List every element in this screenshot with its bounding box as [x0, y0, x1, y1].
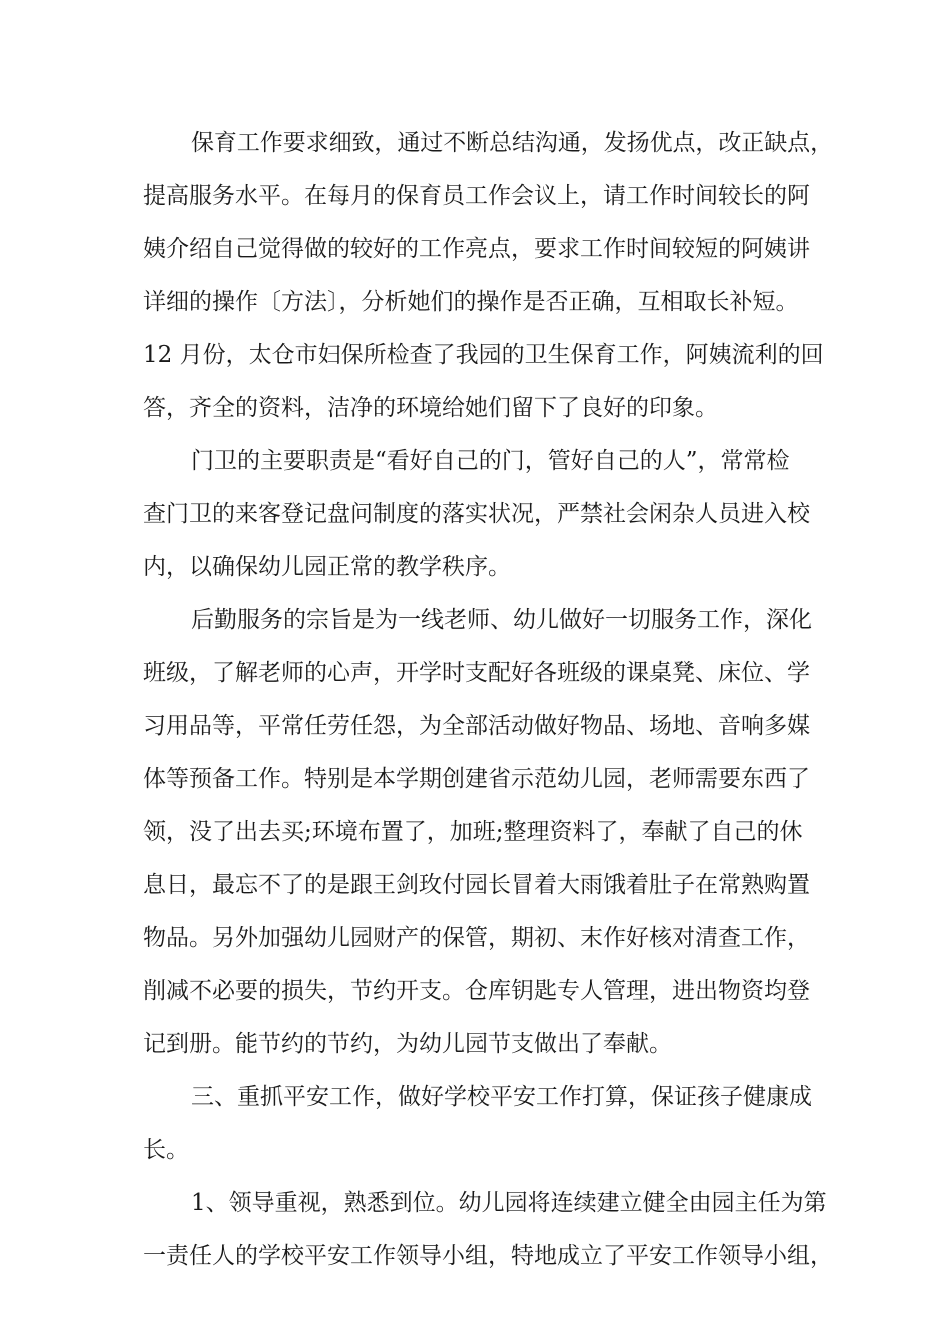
paragraph-line: 保育工作要求细致，通过不断总结沟通，发扬优点，改正缺点，	[191, 130, 834, 156]
section-heading-line: 长。	[143, 1137, 189, 1163]
paragraph-line: 门卫的主要职责是“看好自己的门，管好自己的人”，常常检	[191, 448, 790, 474]
paragraph-line: 后勤服务的宗旨是为一线老师、幼儿做好一切服务工作，深化	[191, 607, 812, 633]
paragraph-line: 体等预备工作。特别是本学期创建省示范幼儿园，老师需要东西了	[143, 766, 810, 792]
paragraph-line: 详细的操作〔方法〕，分析她们的操作是否正确，互相取长补短。	[143, 289, 799, 315]
paragraph-line: 领，没了出去买;环境布置了，加班;整理资料了，奉献了自己的休	[143, 819, 803, 845]
paragraph-line: 姨介绍自己觉得做的较好的工作亮点，要求工作时间较短的阿姨讲	[143, 236, 810, 262]
paragraph-line: 答，齐全的资料，洁净的环境给她们留下了良好的印象。	[143, 395, 718, 421]
paragraph-line: 物品。另外加强幼儿园财产的保管，期初、末作好核对清查工作，	[143, 925, 810, 951]
paragraph-line: 内，以确保幼儿园正常的教学秩序。	[143, 554, 511, 580]
paragraph-line: 提高服务水平。在每月的保育员工作会议上，请工作时间较长的阿	[143, 183, 810, 209]
section-heading-line: 三、重抓平安工作，做好学校平安工作打算，保证孩子健康成	[191, 1084, 812, 1110]
paragraph-line: 记到册。能节约的节约，为幼儿园节支做出了奉献。	[143, 1031, 672, 1057]
paragraph-line: 息日，最忘不了的是跟王剑玫付园长冒着大雨饿着肚子在常熟购置	[143, 872, 810, 898]
paragraph-line: 班级，了解老师的心声，开学时支配好各班级的课桌凳、床位、学	[143, 660, 810, 686]
paragraph-line: 1、领导重视，熟悉到位。幼儿园将连续建立健全由园主任为第	[191, 1190, 827, 1216]
paragraph-line: 削减不必要的损失，节约开支。仓库钥匙专人管理，进出物资均登	[143, 978, 810, 1004]
paragraph-line: 12 月份，太仓市妇保所检查了我园的卫生保育工作，阿姨流利的回	[143, 342, 824, 368]
paragraph-line: 查门卫的来客登记盘问制度的落实状况，严禁社会闲杂人员进入校	[143, 501, 810, 527]
paragraph-line: 习用品等，平常任劳任怨，为全部活动做好物品、场地、音响多媒	[143, 713, 810, 739]
paragraph-line: 一责任人的学校平安工作领导小组，特地成立了平安工作领导小组，	[143, 1243, 833, 1269]
